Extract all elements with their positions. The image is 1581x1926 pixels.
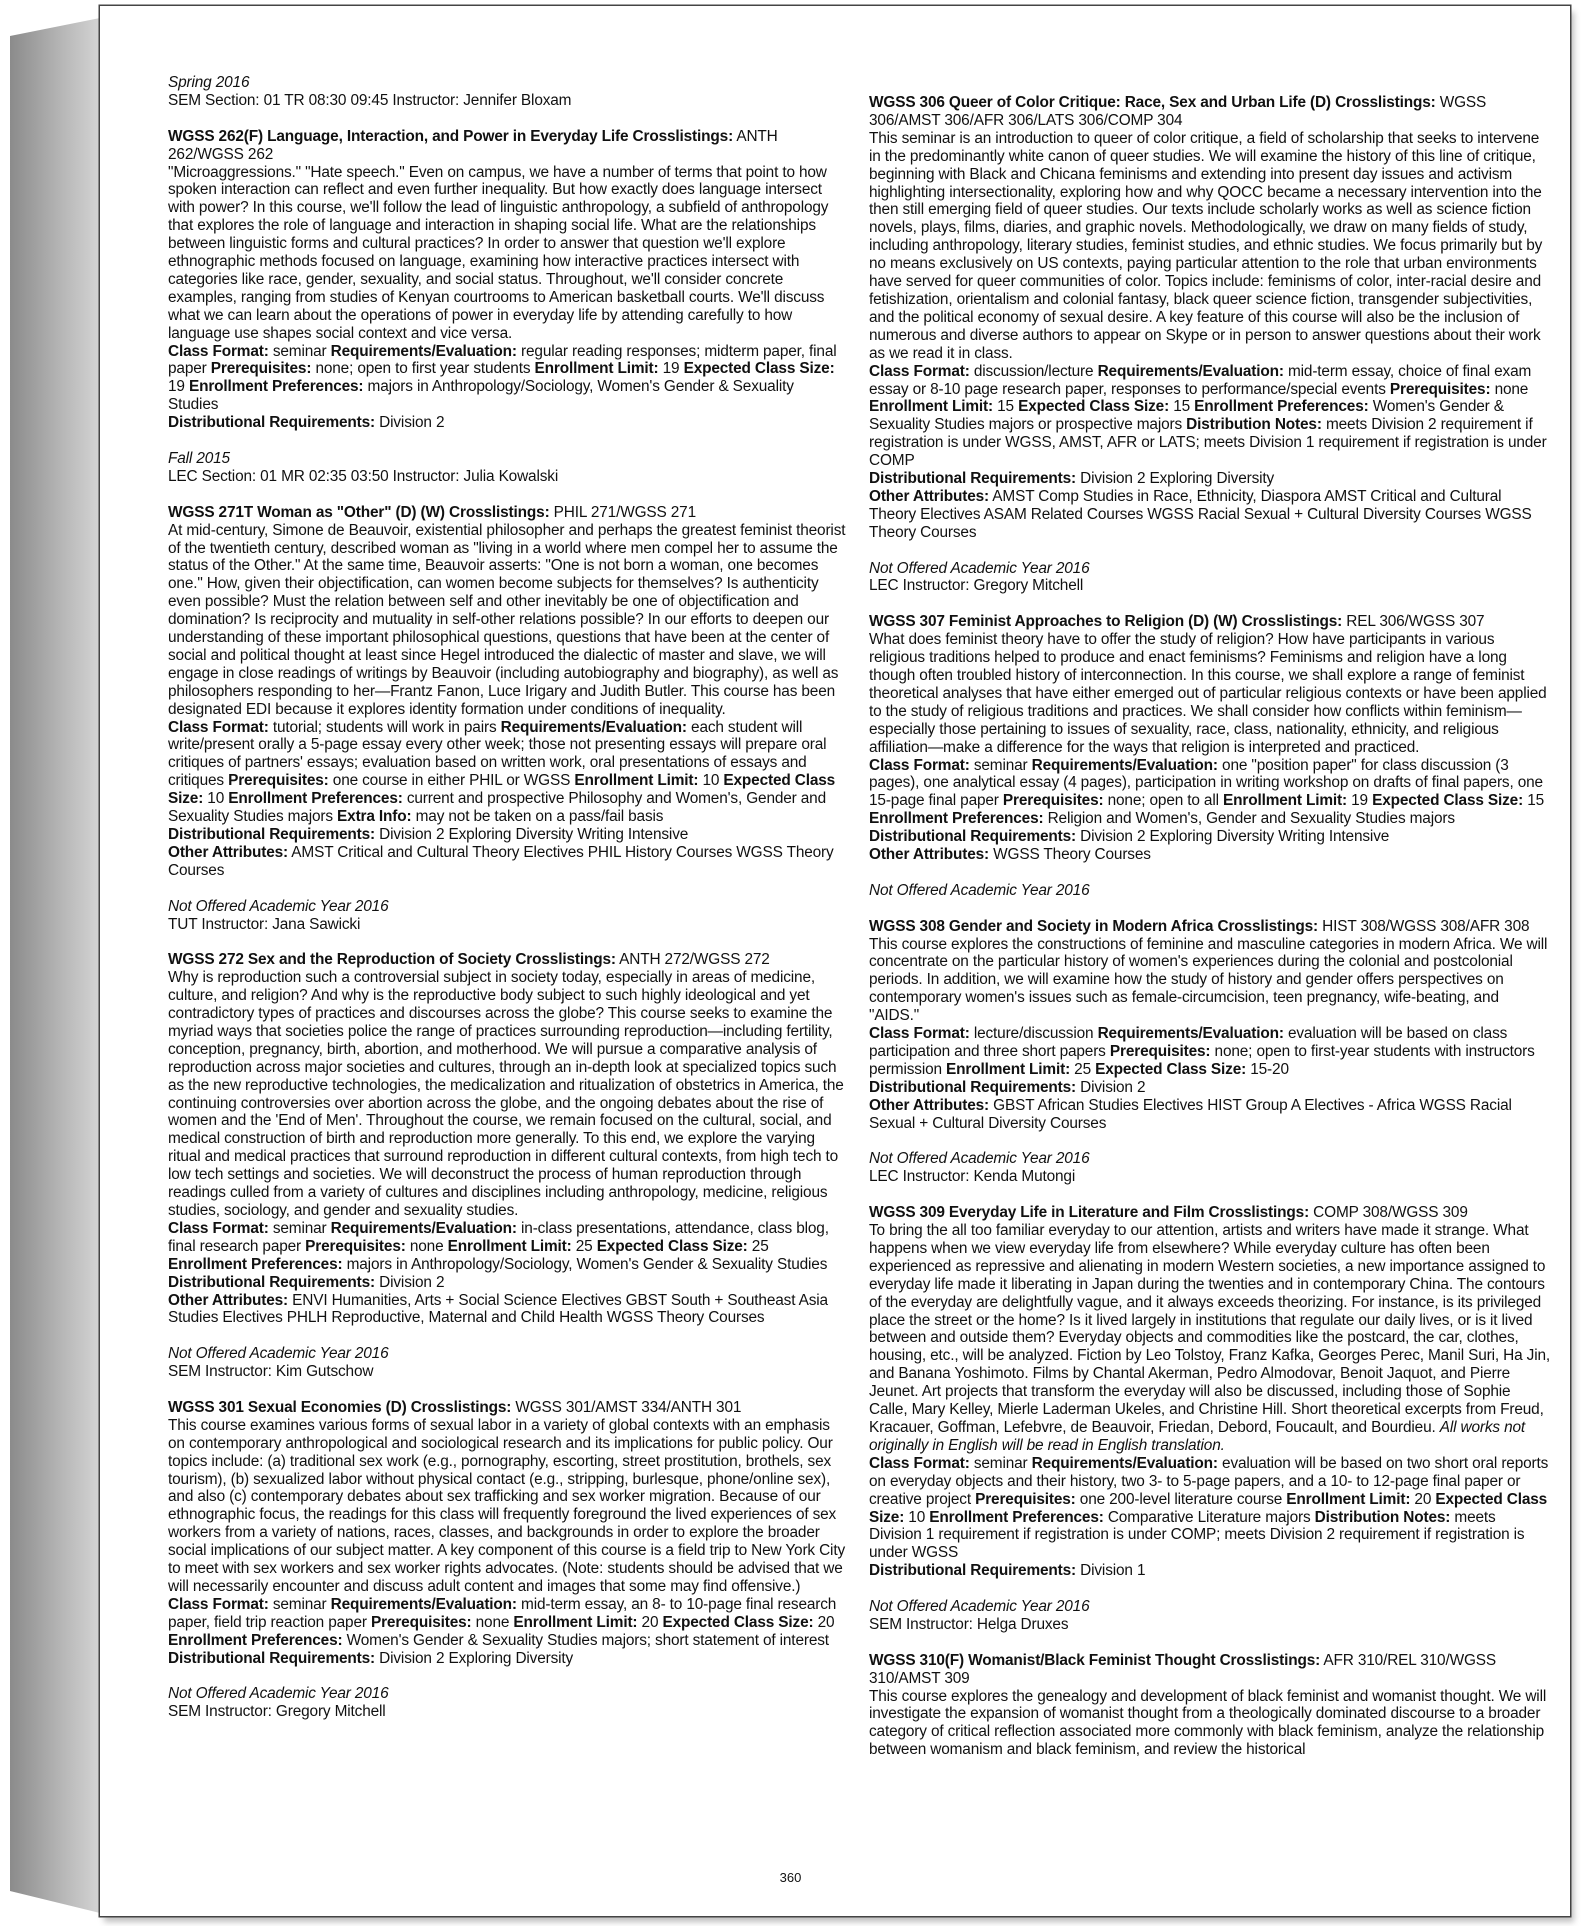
term-label: Not Offered Academic Year 2016: [168, 1345, 389, 1363]
requirement-value: Division 2: [375, 1273, 445, 1291]
crosslistings-value: AFR 310/REL 310/WGSS 310/AMST 309: [869, 1651, 1497, 1687]
requirement-label: Distributional Requirements:: [869, 828, 1077, 846]
offering-block: [168, 1685, 848, 1721]
detail-label: Expected Class Size:: [1372, 792, 1524, 810]
course-description: This course examines various forms of sexual labor in a variety of global contexts with an emphasis on contemporary anthropological and sociological research and its implications for public policy. Our topics include: (a) traditional sex work (e.g., pornography, escorting, street prostitution, brothels, sex tourism), (b) sexualized labor without physical contact (e.g., stripping, burlesque, phone/online sex), and also (c) contemporary debates about sex trafficking and sex worker migration. Because of our ethnographic focus, the readings for this class will frequently foreground the lived experiences of sex workers from a variety of nations, races, classes, and backgrounds in order to explore the broader social implications of our subject matter. A key component of this course is a field trip to New York City to meet with sex workers and sex worker rights advocates. (Note: students should be advised that we will necessarily encounter and discuss adult content and images that some may find offensive.): [168, 1416, 845, 1596]
crosslistings-label: Crosslistings:: [1208, 1204, 1310, 1222]
detail-value: seminar: [969, 1454, 1032, 1472]
detail-label: Requirements/Evaluation:: [1031, 756, 1218, 774]
crosslistings-value: PHIL 271/WGSS 271: [549, 503, 696, 521]
section-info: SEM Instructor: Kim Gutschow: [168, 1363, 374, 1381]
requirement-value: Division 1: [1076, 1562, 1146, 1580]
course-title: WGSS 271T Woman as "Other" (D) (W): [168, 503, 445, 521]
detail-value: 25: [571, 1237, 597, 1255]
detail-label: Enrollment Limit:: [1286, 1490, 1411, 1508]
course-title: WGSS 306 Queer of Color Critique: Race, Sex and Urban Life (D): [869, 94, 1331, 111]
detail-value: none: [405, 1237, 448, 1255]
offering-block: [168, 898, 848, 934]
detail-value: lecture/discussion: [969, 1025, 1098, 1043]
detail-label: Requirements/Evaluation:: [330, 1595, 517, 1613]
requirement-label: Other Attributes:: [168, 1291, 289, 1309]
detail-value: seminar: [268, 1219, 331, 1237]
crosslistings-value: COMP 308/WGSS 309: [1309, 1204, 1468, 1222]
detail-value: 10: [698, 772, 724, 790]
course-title: WGSS 301 Sexual Economies (D): [168, 1398, 407, 1416]
detail-value: evaluation will be based on two short oral reports on everyday objects and their history, two 3- to 5-page papers, and a 10- to 12-page final paper or creative project: [869, 1454, 1549, 1508]
requirement-value: Division 2 Exploring Diversity: [1076, 470, 1275, 488]
crosslistings-label: Crosslistings:: [1217, 917, 1319, 935]
detail-label: Expected Class Size:: [869, 1490, 1548, 1526]
detail-label: Enrollment Preferences:: [929, 1508, 1104, 1526]
detail-value: none: [471, 1613, 514, 1631]
term-label: Not Offered Academic Year 2016: [168, 1685, 389, 1703]
course-description: What does feminist theory have to offer the study of religion? How have participants in various religious traditions helped to produce and enact feminisms? Feminisms and religion have a long though often troubled history of interconnection. In this course, we shall explore a range of feminist theoretical analyses that have either emerged out of particular religious contexts or have been applied to the study of religious traditions and practices. We shall consider how conflicts within feminism—especially those pertaining to issues of sexuality, race, class, nationality, ethnicity, and religious affiliation—make a difference for the ways that religion is interpreted and practiced.: [869, 631, 1547, 756]
detail-label: Enrollment Limit:: [447, 1237, 572, 1255]
detail-label: Class Format:: [168, 1595, 269, 1613]
crosslistings-value: HIST 308/WGSS 308/AFR 308: [1318, 917, 1530, 935]
term-label: Not Offered Academic Year 2016: [869, 1150, 1090, 1168]
section-info: LEC Instructor: Gregory Mitchell: [869, 577, 1084, 595]
detail-label: Expected Class Size:: [1018, 398, 1170, 416]
course-entry: [869, 94, 1551, 542]
course-description: This course explores the constructions of feminine and masculine categories in modern Africa. We will concentrate on the particular history of women's experiences during the colonial and postcolonial periods. In addition, we will examine how the study of history and gender offers perspectives on contemporary women's issues such as female-circumcision, teen pregnancy, wife-beating, and "AIDS.": [869, 935, 1548, 1025]
detail-label: Distribution Notes:: [1186, 416, 1322, 434]
crosslistings-value: WGSS 306/AMST 306/AFR 306/LATS 306/COMP 304: [869, 94, 1487, 129]
detail-value: may not be taken on a pass/fail basis: [411, 808, 664, 826]
detail-label: Enrollment Limit:: [946, 1060, 1071, 1078]
detail-value: meets Division 1 requirement if registration is under COMP; meets Division 2 requirement if registration is under WGSS: [869, 1508, 1525, 1562]
detail-value: one "position paper" for class discussion (3 pages), one analytical essay (4 pages), participation in writing workshop on drafts of final papers, one 15-page final paper: [869, 756, 1543, 810]
course-entry: [869, 613, 1551, 864]
detail-label: Enrollment Preferences:: [188, 378, 364, 396]
detail-label: Enrollment Limit:: [534, 360, 659, 378]
detail-label: Enrollment Preferences:: [1194, 398, 1369, 416]
detail-value: seminar: [969, 756, 1032, 774]
requirement-value: ENVI Humanities, Arts + Social Science Electives GBST South + Southeast Asia Studies Electives PHLH Reproductive, Maternal and Child Health WGSS Theory Courses: [168, 1291, 828, 1327]
detail-label: Class Format:: [168, 342, 269, 360]
detail-value: tutorial; students will work in pairs: [268, 718, 501, 736]
crosslistings-label: Crosslistings:: [1335, 94, 1436, 111]
offering-block: [168, 1345, 848, 1381]
detail-value: 15-20: [1246, 1060, 1289, 1078]
crosslistings-label: Crosslistings:: [410, 1398, 512, 1416]
detail-value: one 200-level literature course: [1075, 1490, 1287, 1508]
detail-value: each student will write/present orally a 5-page essay every other week; those not presenting essays will prepare oral critiques of partners' essays; evaluation based on written work, oral presentations of essays and critiques: [168, 718, 827, 790]
detail-label: Expected Class Size:: [1095, 1060, 1247, 1078]
requirement-value: AMST Comp Studies in Race, Ethnicity, Diaspora AMST Critical and Cultural Theory Electives ASAM Related Courses WGSS Racial Sexual + Cultural Diversity Courses WGSS Theory Courses: [869, 487, 1532, 541]
detail-value: in-class presentations, attendance, class blog, final research paper: [168, 1219, 829, 1255]
detail-value: none; open to all: [1103, 792, 1224, 810]
detail-value: 19: [1347, 792, 1373, 810]
course-title: WGSS 262(F) Language, Interaction, and Power in Everyday Life: [168, 127, 629, 145]
detail-label: Class Format:: [869, 1025, 970, 1043]
requirement-label: Distributional Requirements:: [869, 470, 1077, 488]
detail-value: 15: [993, 398, 1019, 416]
requirement-value: Division 2: [1076, 1078, 1146, 1096]
detail-label: Class Format:: [168, 1219, 269, 1237]
detail-label: Enrollment Limit:: [574, 772, 699, 790]
crosslistings-value: ANTH 262/WGSS 262: [168, 127, 778, 163]
crosslistings-value: REL 306/WGSS 307: [1342, 613, 1485, 631]
section-info: SEM Section: 01 TR 08:30 09:45 Instructor: Jennifer Bloxam: [168, 91, 572, 109]
course-entry: [168, 128, 848, 432]
detail-value: Women's Gender & Sexuality Studies majors or prospective majors: [869, 398, 1504, 434]
course-description: To bring the all too familiar everyday to our attention, artists and writers have made it strange. What happens when we view everyday life from elsewhere? While everyday culture has often been experienced as repressive and alienating in modern Western societies, a new importance assigned to everyday life made it liberating in Japan during the twenties and in contemporary China. The contours of the everyday are delightfully vague, and it always exceeds theorizing. For instance, is its privileged place the street or the home? Is it lived largely in institutions that regulate our daily lives, or is it lived between and outside them? Everyday objects and commodities like the postcard, the car, clothes, housing, etc., will be analyzed. Fiction by Leo Tolstoy, Franz Kafka, Georges Perec, Manil Suri, Ha Jin, and Banana Yoshimoto. Films by Chantal Akerman, Pedro Almodovar, Benoit Jaquot, and Pierre Jeunet. Art projects that transform the everyday will also be discussed, including those of Sophie Calle, Mary Kelley, Mierle Laderman Ukeles, and Christine Hill. Short theoretical excerpts from Freud, Kracauer, Goffman, Lefebvre, de Beauvoir, Friedan, Debord, Foucault, and Bourdieu.: [869, 1222, 1551, 1436]
course-description: This seminar is an introduction to queer of color critique, a field of scholarship that seeks to intervene in the predominantly white canon of queer studies. We will examine the history of this line of critique, beginning with Black and Chicana feminisms and extending into present day issues and activism highlighting intersectionality, exploring how and why QOCC became a necessary intervention into the then still emerging field of queer studies. Our texts include scholarly works as well as science fiction novels, plays, films, diaries, and graphic novels. Methodologically, we draw on many fields of study, including anthropology, literary studies, feminist studies, and ethnic studies. We focus primarily but by no means exclusively on US contexts, paying particular attention to the role that urban environments have served for queer communities of color. Topics include: feminisms of color, inter-racial desire and fetishization, orientalism and colonial fantasy, black queer science fiction, transgender subjectivities, and the political economy of sexual desire. A key feature of this course will also be the inclusion of numerous and diverse authors to appear on Skype or in person to answer questions about their work as we read it in class.: [869, 129, 1543, 362]
detail-label: Enrollment Limit:: [513, 1613, 638, 1631]
section-info: TUT Instructor: Jana Sawicki: [168, 915, 361, 933]
detail-label: Enrollment Preferences:: [228, 790, 403, 808]
detail-value: Women's Gender & Sexuality Studies majors; short statement of interest: [342, 1631, 829, 1649]
offering-block: [869, 1150, 1551, 1186]
detail-label: Class Format:: [869, 362, 970, 380]
crosslistings-label: Crosslistings:: [632, 127, 734, 145]
detail-label: Requirements/Evaluation:: [1097, 362, 1284, 380]
course-title: WGSS 272 Sex and the Reproduction of Society: [168, 951, 512, 969]
course-entry: [869, 1204, 1551, 1580]
detail-label: Class Format:: [869, 1454, 970, 1472]
requirement-value: WGSS Theory Courses: [989, 846, 1151, 864]
detail-label: Enrollment Preferences:: [168, 1255, 343, 1273]
course-entry: [869, 1652, 1551, 1759]
detail-label: Requirements/Evaluation:: [1031, 1454, 1218, 1472]
detail-value: evaluation will be based on class participation and three short papers: [869, 1025, 1508, 1060]
course-title: WGSS 307 Feminist Approaches to Religion (D) (W): [869, 613, 1238, 631]
detail-value: majors in Anthropology/Sociology, Women's Gender & Sexuality Studies: [342, 1255, 828, 1273]
page-stack-edge: [10, 18, 100, 1913]
term-label: Fall 2015: [168, 450, 230, 467]
detail-label: Enrollment Preferences:: [869, 810, 1044, 828]
detail-label: Enrollment Limit:: [1223, 792, 1348, 810]
detail-value: 19: [168, 378, 189, 396]
term-label: Not Offered Academic Year 2016: [869, 881, 1090, 899]
detail-label: Requirements/Evaluation:: [330, 342, 517, 360]
detail-value: 20: [637, 1613, 663, 1631]
detail-label: Expected Class Size:: [683, 360, 835, 378]
requirement-value: AMST Critical and Cultural Theory Electives PHIL History Courses WGSS Theory Courses: [168, 843, 834, 879]
requirement-label: Other Attributes:: [869, 846, 990, 864]
section-info: LEC Section: 01 MR 02:35 03:50 Instructor: Julia Kowalski: [168, 467, 559, 485]
course-description: "Microaggressions." "Hate speech." Even on campus, we have a number of terms that point to how spoken interaction can reflect and even further inequality. But how exactly does language intersect with power? In this course, we'll follow the lead of linguistic anthropology, a subfield of anthropology that explores the role of language and interaction in shaping social life. What are the relationships between linguistic forms and cultural practices? In order to answer that question we'll explore ethnographic methods focused on language, examining how interactive practices intersect with categories like race, gender, sexuality, and social status. Throughout, we'll consider concrete examples, ranging from studies of Kenyan courtrooms to American basketball courts. We'll discuss what we can learn about the operations of power in everyday life by attending carefully to how language use shapes social context and vice versa.: [168, 163, 829, 342]
detail-value: discussion/lecture: [969, 362, 1098, 380]
detail-label: Prerequisites:: [305, 1237, 406, 1255]
detail-value: mid-term essay, an 8- to 10-page final research paper, field trip reaction paper: [168, 1595, 837, 1631]
offering-block: [869, 1598, 1551, 1634]
requirement-value: Division 2 Exploring Diversity: [375, 1649, 574, 1667]
detail-label: Requirements/Evaluation:: [1097, 1025, 1284, 1043]
requirement-value: Division 2 Exploring Diversity Writing Intensive: [375, 826, 689, 844]
offering-block: [869, 560, 1551, 596]
detail-label: Prerequisites:: [370, 1613, 472, 1631]
detail-label: Expected Class Size:: [596, 1237, 748, 1255]
course-description: This course explores the genealogy and development of black feminist and womanist thought. We will investigate the expansion of womanist thought from a theologically dominated discourse to a broader category of critical reflection associated more commonly with black feminism, analyze the relationship between womanism and black feminism, and review the historical: [869, 1687, 1547, 1759]
term-label: Not Offered Academic Year 2016: [869, 1598, 1090, 1616]
detail-label: Class Format:: [168, 718, 269, 736]
detail-value: mid-term essay, choice of final exam essay or 8-10 page research paper, responses to performance/special events: [869, 362, 1532, 398]
detail-value: 15: [1523, 792, 1545, 810]
detail-value: 20: [1410, 1490, 1436, 1508]
course-description: Why is reproduction such a controversial subject in society today, especially in areas of medicine, culture, and religion? And why is the reproductive body subject to such highly ideological and yet contradictory types of practices and discourses across the globe? This course seeks to examine the myriad ways that societies police the range of practices surrounding reproduction—including fertility, conception, pregnancy, birth, abortion, and motherhood. We will pursue a comparative analysis of reproduction across major societies and cultures, through an in-depth look at specialized topics such as the new reproductive technologies, the medicalization and ritualization of obstetrics in America, the continuing controversies over abortion across the globe, and the ongoing debates about the rise of women and the 'End of Men'. Throughout the course, we remain focused on the cultural, social, and medical construction of birth and reproduction more generally. To this end, we explore the varying ritual and medical practices that surround reproduction in different cultural contexts, from high tech to low tech settings and societies. We will deconstruct the process of human reproduction through readings culled from a variety of cultures and disciplines including anthropology, medicine, religious studies, sociology, and gender and sexuality studies.: [168, 969, 844, 1220]
requirement-label: Distributional Requirements:: [168, 1273, 376, 1291]
term-label: Not Offered Academic Year 2016: [869, 559, 1090, 577]
detail-label: Expected Class Size:: [662, 1613, 814, 1631]
detail-label: Prerequisites:: [975, 1490, 1076, 1508]
course-title: WGSS 309 Everyday Life in Literature and Film: [869, 1204, 1205, 1222]
detail-value: 10: [203, 790, 229, 808]
offering-block: [869, 882, 1551, 900]
section-info: SEM Instructor: Helga Druxes: [869, 1615, 1069, 1633]
course-entry: [168, 1399, 848, 1668]
detail-label: Enrollment Preferences:: [168, 1631, 343, 1649]
crosslistings-value: ANTH 272/WGSS 272: [615, 951, 770, 969]
requirement-value: Division 2: [375, 414, 445, 432]
crosslistings-label: Crosslistings:: [515, 951, 616, 969]
crosslistings-label: Crosslistings:: [1241, 613, 1343, 631]
requirement-label: Distributional Requirements:: [168, 826, 376, 844]
term-label: Not Offered Academic Year 2016: [168, 897, 389, 915]
term-label: Spring 2016: [168, 74, 250, 91]
detail-value: seminar: [268, 1595, 331, 1613]
detail-label: Distribution Notes:: [1314, 1508, 1451, 1526]
detail-value: 25: [747, 1237, 769, 1255]
left-column: [168, 74, 848, 1739]
requirement-label: Distributional Requirements:: [168, 414, 376, 432]
detail-label: Prerequisites:: [1389, 380, 1491, 398]
requirement-label: Other Attributes:: [168, 843, 289, 861]
detail-value: regular reading responses; midterm paper, final paper: [168, 342, 837, 378]
detail-value: one course in either PHIL or WGSS: [328, 772, 575, 790]
detail-value: Comparative Literature majors: [1103, 1508, 1315, 1526]
detail-value: 15: [1169, 398, 1195, 416]
section-info: LEC Instructor: Kenda Mutongi: [869, 1168, 1076, 1186]
requirement-label: Distributional Requirements:: [168, 1649, 376, 1667]
offering-block: [168, 74, 848, 110]
detail-value: seminar: [268, 342, 331, 360]
detail-label: Expected Class Size:: [168, 772, 836, 808]
detail-value: 20: [813, 1613, 835, 1631]
detail-value: 25: [1070, 1060, 1096, 1078]
detail-label: Extra Info:: [337, 808, 412, 826]
description-note: All works not originally in English will be read in English translation.: [869, 1418, 1526, 1454]
course-entry: [869, 918, 1551, 1133]
course-description: At mid-century, Simone de Beauvoir, existential philosopher and perhaps the greatest feminist theorist of the twentieth century, described woman as "living in a world where men compel her to assume the status of the Other." At the same time, Beauvoir asserts: "One is not born a woman, one becomes one." How, given their objectification, can women become subjects for themselves? Is authenticity even possible? Must the relation between self and other inevitably be one of objectification and domination? Is reciprocity and mutuality in self-other relations possible? In our efforts to deepen our understanding of these important philosophical questions, questions that have been at the center of social and political thought at least since Hegel introduced the dialectic of master and slave, we will engage in close readings of writings by Beauvoir (including autobiography and biography), as well as philosophers responding to her—Frantz Fanon, Luce Irigary and Judith Butler. This course has been designated EDI because it explores identity formation under conditions of inequality.: [168, 521, 846, 718]
crosslistings-label: Crosslistings:: [449, 503, 550, 521]
section-info: SEM Instructor: Gregory Mitchell: [168, 1703, 386, 1721]
crosslistings-value: WGSS 301/AMST 334/ANTH 301: [511, 1398, 742, 1416]
detail-value: 19: [658, 360, 684, 378]
offering-block: [168, 450, 848, 486]
detail-label: Prerequisites:: [210, 360, 312, 378]
requirement-label: Other Attributes:: [869, 487, 990, 505]
requirement-value: Division 2 Exploring Diversity Writing Intensive: [1076, 828, 1390, 846]
detail-value: 10: [904, 1508, 930, 1526]
detail-value: majors in Anthropology/Sociology, Women's Gender & Sexuality Studies: [168, 378, 794, 414]
course-title: WGSS 310(F) Womanist/Black Feminist Thought: [869, 1651, 1216, 1669]
detail-label: Prerequisites:: [228, 772, 329, 790]
course-entry: [168, 504, 848, 880]
requirement-label: Other Attributes:: [869, 1096, 990, 1114]
detail-value: meets Division 2 requirement if registration is under WGSS, AMST, AFR or LATS; meets Division 1 requirement if registration is under COMP: [869, 416, 1547, 470]
detail-label: Enrollment Limit:: [869, 398, 993, 416]
detail-label: Requirements/Evaluation:: [500, 718, 687, 736]
detail-label: Prerequisites:: [1002, 792, 1104, 810]
detail-value: none; open to first year students: [311, 360, 535, 378]
right-column: [869, 94, 1551, 1777]
course-entry: [168, 951, 848, 1327]
requirement-label: Distributional Requirements:: [869, 1078, 1077, 1096]
detail-value: Religion and Women's, Gender and Sexuality Studies majors: [1043, 810, 1455, 828]
crosslistings-label: Crosslistings:: [1219, 1651, 1321, 1669]
detail-value: current and prospective Philosophy and Women's, Gender and Sexuality Studies majors: [168, 790, 827, 826]
page-number: 360: [779, 1870, 802, 1885]
detail-value: none; open to first-year students with instructors permission: [869, 1042, 1535, 1078]
detail-label: Prerequisites:: [1109, 1042, 1211, 1060]
course-title: WGSS 308 Gender and Society in Modern Africa: [869, 917, 1214, 935]
requirement-value: GBST African Studies Electives HIST Group A Electives - Africa WGSS Racial Sexual + Cultural Diversity Courses: [869, 1096, 1512, 1132]
detail-label: Class Format:: [869, 756, 970, 774]
detail-label: Requirements/Evaluation:: [330, 1219, 517, 1237]
detail-value: none: [1490, 380, 1529, 398]
requirement-label: Distributional Requirements:: [869, 1562, 1077, 1580]
